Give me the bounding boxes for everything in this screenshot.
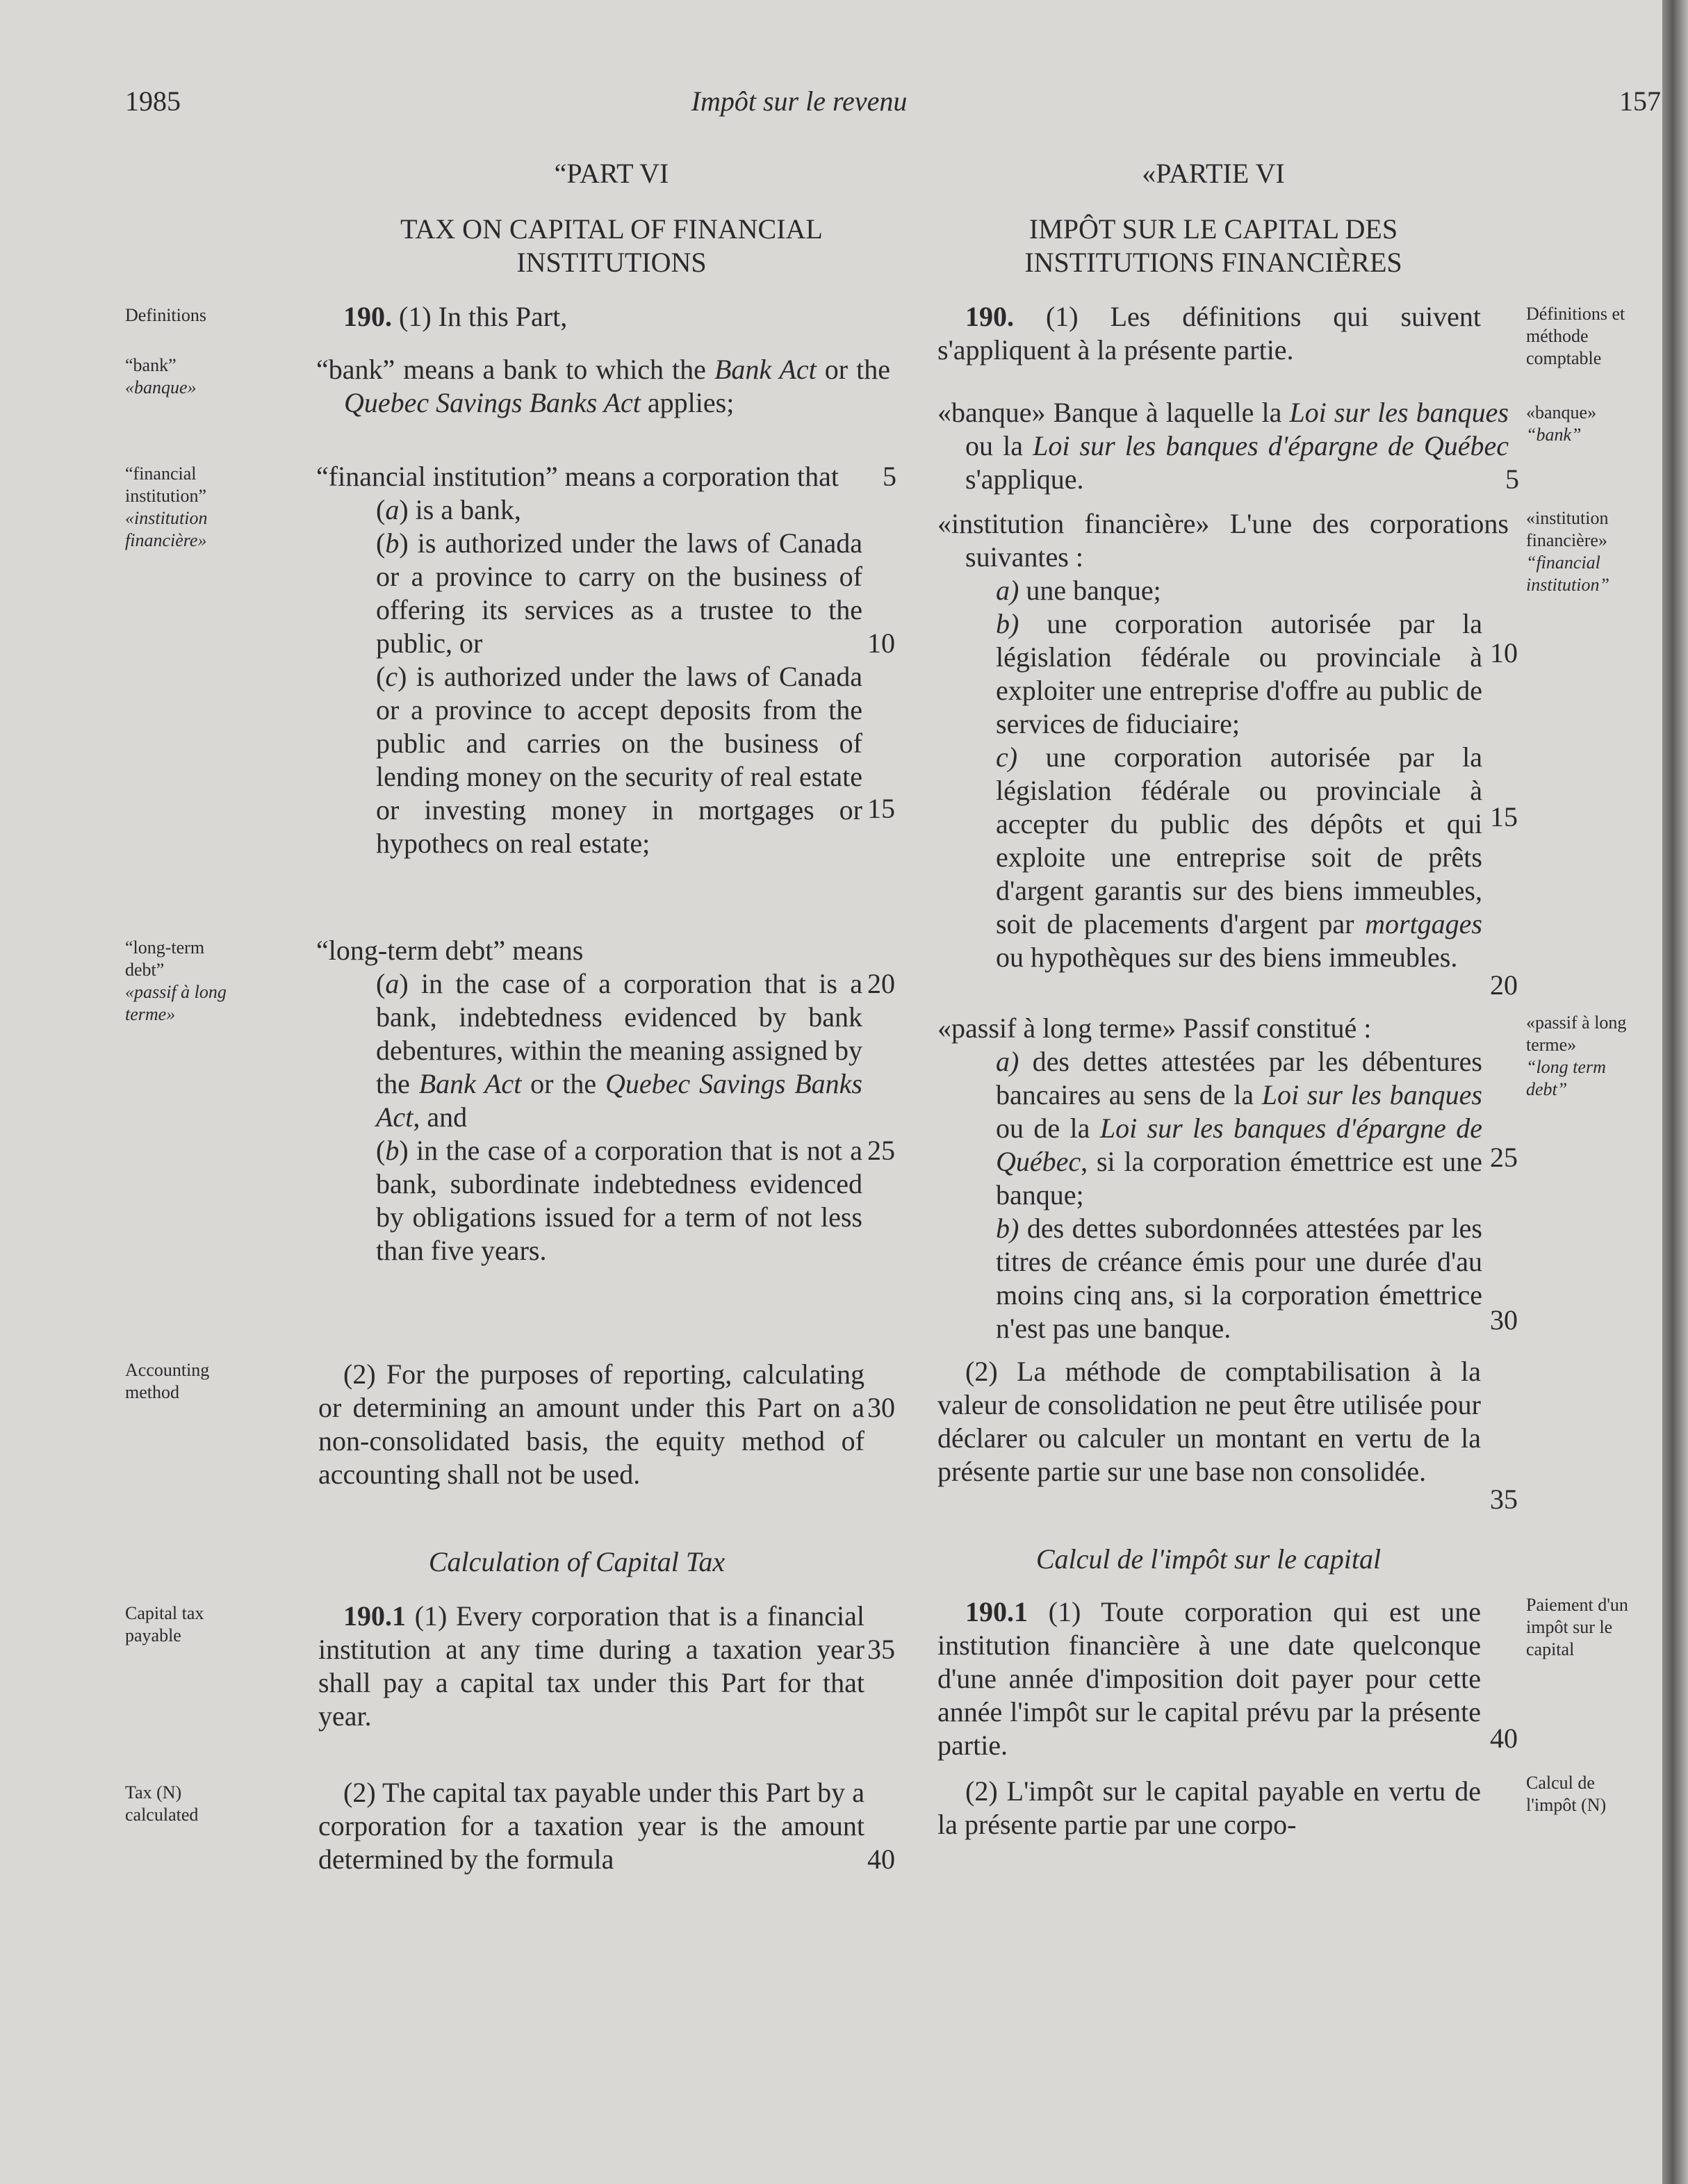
fr-line-number: 40 <box>1490 1723 1518 1754</box>
en-part-heading: “PART VI <box>554 158 669 189</box>
fr-s190-2: (2) La méthode de comptabilisation à la valeur de consolidation ne peut être utilisée pour déclarer ou calculer un montant en vertu de la présente partie sur une base non consolidée. <box>937 1356 1481 1487</box>
margin-note-calcul-impot: Calcul de l'impôt (N) <box>1526 1773 1607 1815</box>
margin-note-passif-long-terme: «passif à long terme» “long term debt” <box>1526 1012 1627 1099</box>
fr-line-number: 15 <box>1490 801 1518 832</box>
en-def-financial-institution: “financial institution” means a corporation that (a) is a bank, (b) is authorized under the laws of Canada or a province to carry on the business of offering its services as a trustee to the public, or (c) is authorized under the laws of Canada or a province to accept deposits from the public and carries on the business of lending money on the security of real estate or investing money in mortgages or hypothecs on real estate; <box>316 461 862 859</box>
en-line-number: 20 <box>867 968 895 999</box>
en-line-number: 35 <box>867 1634 895 1665</box>
margin-note-banque: «banque» “bank” <box>1526 402 1597 445</box>
running-title: Impôt sur le revenu <box>691 85 908 117</box>
fr-part-heading: «PARTIE VI <box>1142 158 1285 189</box>
en-line-number: 25 <box>867 1135 895 1166</box>
fr-line-number: 30 <box>1490 1304 1518 1336</box>
fr-line-number: 25 <box>1490 1142 1518 1173</box>
en-s190-1-2: (2) The capital tax payable under this Part by a corporation for a taxation year is the amount determined by the formula <box>318 1777 865 1875</box>
margin-note-paiement-impot: Paiement d'un impôt sur le capital <box>1526 1595 1628 1659</box>
fr-def-passif-long-terme: «passif à long terme» Passif constitué : a) des dettes attestées par les débentures bancaires au sens de la Loi sur les banques ou de la Loi sur les banques d'épargne de Québec, si la corporation émettrice est une banque; b) des dettes subordonnées attestées par les titres de créance émis pour une durée d'au moins cinq ans, si la corporation émettrice n'est pas une banque. <box>937 1012 1482 1344</box>
fr-s190-1-2: (2) L'impôt sur le capital payable en vertu de la présente partie par une corpo- <box>937 1775 1481 1840</box>
page-number: 157 <box>1619 85 1661 117</box>
margin-note-definitions-fr: Définitions et méthode comptable <box>1526 304 1625 368</box>
fr-line-number: 10 <box>1490 637 1518 668</box>
fr-calc-heading: Calcul de l'impôt sur le capital <box>1035 1543 1382 1575</box>
fr-def-banque: «banque» Banque à laquelle la Loi sur les banques ou la Loi sur les banques d'épargne de Québec s'applique. <box>937 397 1509 495</box>
en-def-bank: “bank” means a bank to which the Bank Act or the Quebec Savings Banks Act applies; <box>316 354 891 418</box>
en-s190-1: 190. (1) In this Part, <box>343 301 568 332</box>
adjacent-page-edge <box>1662 0 1688 2184</box>
fr-s190-1-1: 190.1 (1) Toute corporation qui est une institution financière à une date quelconque d'une année d'imposition doit payer pour cette année l'impôt sur le capital prévu par la présente partie. <box>937 1596 1481 1761</box>
fr-s190-1: 190. (1) Les définitions qui suivent s'appliquent à la présente partie. <box>937 301 1481 366</box>
en-s190-2: (2) For the purposes of reporting, calculating or determining an amount under this Part on a non-consolidated basis, the equity method of accounting shall not be used. <box>318 1358 865 1490</box>
en-line-number: 10 <box>867 627 895 659</box>
margin-note-accounting-method: Accounting method <box>125 1360 210 1402</box>
fr-line-number: 35 <box>1490 1484 1518 1515</box>
en-calc-heading: Calculation of Capital Tax <box>428 1546 726 1577</box>
margin-note-institution-financiere: «institution financière» “financial institution” <box>1526 508 1609 595</box>
en-line-number: 40 <box>867 1844 895 1875</box>
en-line-number: 15 <box>867 793 895 824</box>
en-part-title: TAX ON CAPITAL OF FINANCIAL INSTITUTIONS <box>400 213 823 278</box>
margin-note-bank: “bank” «banque» <box>125 355 197 397</box>
margin-note-tax-calculated: Tax (N) calculated <box>125 1782 199 1825</box>
header-year: 1985 <box>125 85 181 117</box>
fr-line-number: 20 <box>1490 969 1518 1001</box>
en-line-number: 30 <box>867 1392 895 1423</box>
fr-line-number: 5 <box>1505 463 1519 495</box>
en-s190-1-1: 190.1 (1) Every corporation that is a financial institution at any time during a taxation year shall pay a capital tax under this Part for that year. <box>318 1600 865 1732</box>
en-def-long-term-debt: “long-term debt” means (a) in the case of a corporation that is a bank, indebtedness evidenced by bank debentures, within the meaning assigned by the Bank Act or the Quebec Savings Banks Act, and (b) in the case of a corporation that is not a bank, subordinate indebtedness evidenced by obligations issued for a term of not less than five years. <box>316 935 863 1266</box>
fr-part-title: IMPÔT SUR LE CAPITAL DES INSTITUTIONS FINANCIÈRES <box>1024 213 1402 278</box>
margin-note-definitions: Definitions <box>125 305 206 325</box>
margin-note-long-term-debt: “long-term debt” «passif à long terme» <box>125 937 227 1024</box>
en-line-number: 5 <box>883 461 896 492</box>
fr-def-institution-financiere: «institution financière» L'une des corporations suivantes : a) une banque; b) une corporation autorisée par la législation fédérale ou provinciale à exploiter une entreprise d'offre au public de services de fiduciaire; c) une corporation autorisée par la législation fédérale ou provinciale à accepter du public des dépôts et qui exploite une entreprise soit de prêts d'argent garantis sur des biens immeubles, soit de placements d'argent par mortgages ou hypothèques sur des biens immeubles. <box>937 508 1509 973</box>
margin-note-capital-tax-payable: Capital tax payable <box>125 1603 204 1645</box>
margin-note-financial-institution: “financial institution” «institution financière» <box>125 463 208 550</box>
